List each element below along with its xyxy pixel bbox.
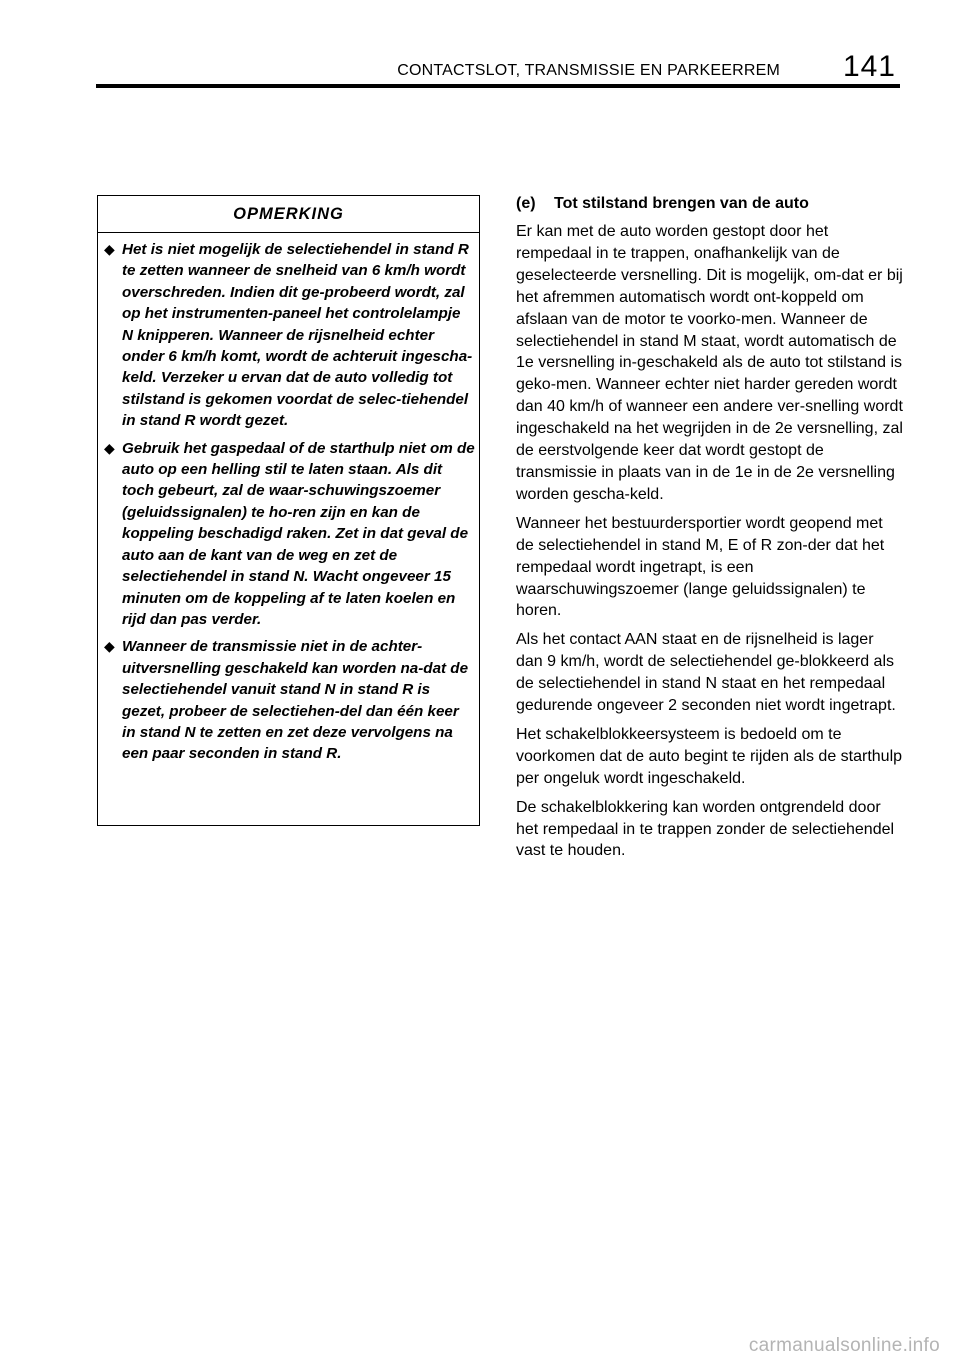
note-title: OPMERKING	[98, 196, 479, 233]
chapter-title: CONTACTSLOT, TRANSMISSIE EN PARKEERREM	[397, 62, 780, 79]
note-item	[104, 636, 475, 764]
page-header	[96, 48, 900, 88]
note-item-text: Wanneer de transmissie niet in de achter-uitversnelling geschakeld kan worden na-dat de selectiehendel vanuit stand N in stand R is gezet, probeer de selectiehen-del dan één keer in stand N te zetten en zet deze vervolgens na een paar seconden in stand R.	[122, 638, 469, 763]
page-number: 141	[842, 50, 896, 83]
note-item	[104, 239, 475, 432]
section-title: Tot stilstand brengen van de auto	[554, 195, 809, 212]
note-item	[104, 438, 475, 631]
paragraph: Wanneer het bestuurdersportier wordt geopend met de selectiehendel in stand M, E of R zon-der dat het rempedaal wordt ingetrapt, is een waarschuwingszoemer (lange geluidssignalen) te horen.	[516, 514, 885, 620]
paragraph: De schakelblokkering kan worden ontgrendeld door het rempedaal in te trappen zonder de selectiehendel vast te houden.	[516, 798, 895, 860]
diamond-bullet-icon: ◆	[104, 241, 115, 257]
note-item-text: Het is niet mogelijk de selectiehendel in stand R te zetten wanneer de snelheid van 6 km/h wordt overschreden. Indien dit ge-probeerd wordt, zal op het instrumenten-paneel het controlelampje N knipperen. Wanneer de rijsnelheid echter onder 6 km/h komt, wordt de achteruit ingescha-keld. Verzeker u ervan dat de auto volledig tot stilstand is gekomen voordat de selec-tiehendel in stand R wordt gezet.	[122, 241, 473, 430]
paragraph: Als het contact AAN staat en de rijsnelheid is lager dan 9 km/h, wordt de selectiehendel ge-blokkeerd als de selectiehendel in stand N staat en het rempedaal gedurende ongeveer 2 seconden niet wordt ingetrapt.	[516, 631, 896, 715]
note-item-text: Gebruik het gaspedaal of de starthulp niet om de auto op een helling stil te laten staan. Als dit toch gebeurt, zal de waar-schuwingszoemer (geluidssignalen) te ho-ren zijn en kan de koppeling beschadigd raken. Zet in dat geval de auto aan de kant van de weg en zet de selectiehendel in stand N. Wacht ongeveer 15 minuten om de koppeling af te laten koelen en rijd dan pas verder.	[122, 439, 475, 628]
note-list	[98, 233, 479, 765]
diamond-bullet-icon: ◆	[104, 439, 115, 456]
paragraph: Het schakelblokkeersysteem is bedoeld om te voorkomen dat de auto begint te rijden als de starthulp per ongeluk wordt ingeschakeld.	[516, 725, 903, 787]
section-heading	[516, 193, 904, 214]
header-rule	[96, 84, 900, 88]
section-body	[516, 193, 904, 869]
note-box	[97, 195, 480, 826]
diamond-bullet-icon: ◆	[104, 638, 115, 655]
paragraph: Er kan met de auto worden gestopt door het rempedaal in te trappen, onafhankelijk van de geselecteerde versnelling. Dit is mogelijk, om-dat er bij het afremmen automatisch wordt ont-koppeld om afslaan van de motor te voorko-men. Wanneer de selectiehendel in stand M staat, wordt automatisch de 1e versnelling in-geschakeld als de auto tot stilstand is geko-men. Wanneer echter niet harder gereden wordt dan 40 km/h of wanneer een andere ver-snelling wordt ingeschakeld na het wegrijden in de 2e versnelling, zal de eerstvolgende keer dat wordt gestopt de transmissie in plaats van in de 1e in de 2e versnelling worden gescha-keld.	[516, 223, 903, 503]
watermark: carmanualsonline.info	[748, 1335, 940, 1356]
section-number: (e)	[516, 195, 536, 212]
